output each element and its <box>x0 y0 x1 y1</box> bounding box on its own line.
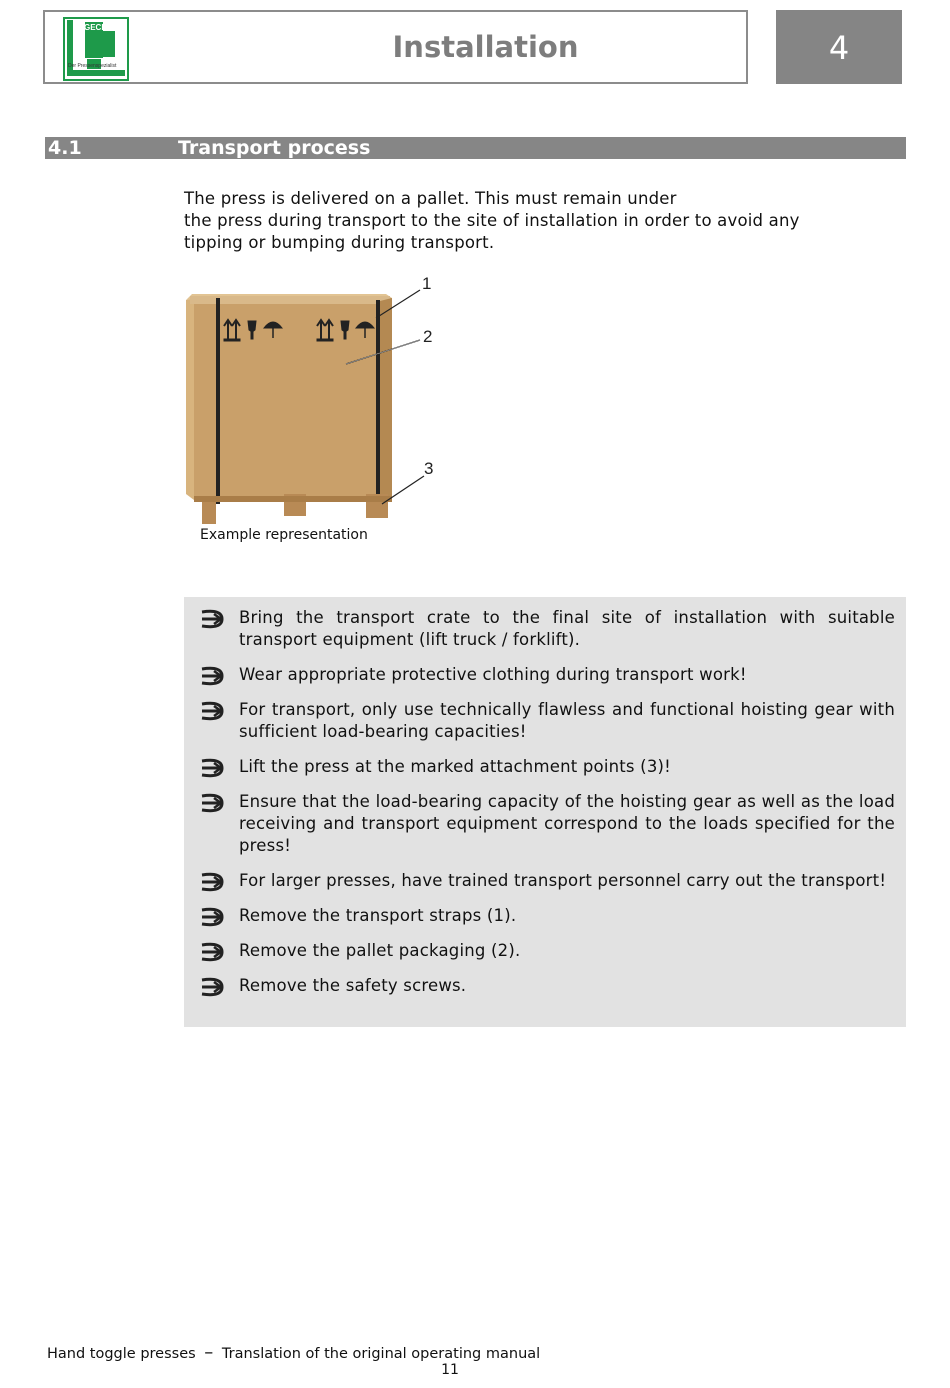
instruction-panel <box>184 597 906 1027</box>
footer-product: Hand toggle presses <box>47 1346 196 1362</box>
instruction-item <box>184 699 895 743</box>
intro-paragraph <box>184 188 884 254</box>
intro-line: tipping or bumping during transport. <box>184 233 495 252</box>
instruction-item <box>184 756 895 778</box>
instruction-item <box>184 791 895 857</box>
instruction-text: Wear appropriate protective clothing during transport work! <box>239 665 747 684</box>
section-heading <box>45 137 906 159</box>
arrow-bullet-icon <box>200 665 226 687</box>
instruction-text: Bring the transport crate to the final site of installation with suitable transport equipment (lift truck / forklift). <box>239 608 895 649</box>
instruction-item <box>184 870 895 892</box>
section-title: Transport process <box>178 137 371 159</box>
instruction-text: Lift the press at the marked attachment points (3)! <box>239 757 671 776</box>
instruction-text: For transport, only use technically flawless and functional hoisting gear with sufficient load-bearing capacities! <box>239 700 895 741</box>
chapter-number: 4 <box>776 10 902 84</box>
arrow-bullet-icon <box>200 871 226 893</box>
page-title: Installation <box>392 30 579 64</box>
instruction-item <box>184 905 895 927</box>
instruction-item <box>184 940 895 962</box>
figure-caption: Example representation <box>200 527 368 543</box>
arrow-bullet-icon <box>200 941 226 963</box>
crate-illustration <box>180 268 450 530</box>
arrow-bullet-icon <box>200 757 226 779</box>
footer-separator: – <box>204 1342 214 1363</box>
arrow-bullet-icon <box>200 608 226 630</box>
callout-1: 1 <box>422 274 432 293</box>
instruction-text: Remove the pallet packaging (2). <box>239 941 521 960</box>
instruction-text: Remove the safety screws. <box>239 976 467 995</box>
instruction-item <box>184 664 895 686</box>
section-number: 4.1 <box>48 137 82 159</box>
page-footer <box>47 1342 540 1363</box>
svg-text:GECHTER: GECHTER <box>84 23 124 32</box>
callout-3: 3 <box>424 459 434 478</box>
arrow-bullet-icon <box>200 700 226 722</box>
instruction-item <box>184 607 895 651</box>
arrow-bullet-icon <box>200 906 226 928</box>
arrow-bullet-icon <box>200 792 226 814</box>
page-number: 11 <box>441 1362 459 1378</box>
svg-text:Der Pressenspezialist: Der Pressenspezialist <box>68 63 117 69</box>
intro-line: the press during transport to the site of installation in order to avoid any <box>184 211 800 230</box>
arrow-bullet-icon <box>200 976 226 998</box>
callout-2: 2 <box>423 327 433 346</box>
instruction-item <box>184 975 895 997</box>
intro-line: The press is delivered on a pallet. This must remain under <box>184 189 677 208</box>
page-header <box>43 10 748 84</box>
instruction-text: Remove the transport straps (1). <box>239 906 517 925</box>
instruction-text: For larger presses, have trained transport personnel carry out the transport! <box>239 871 887 890</box>
instruction-text: Ensure that the load-bearing capacity of the hoisting gear as well as the load receiving and transport equipment correspond to the loads specified for the press! <box>239 792 895 855</box>
footer-document: Translation of the original operating manual <box>221 1346 541 1362</box>
